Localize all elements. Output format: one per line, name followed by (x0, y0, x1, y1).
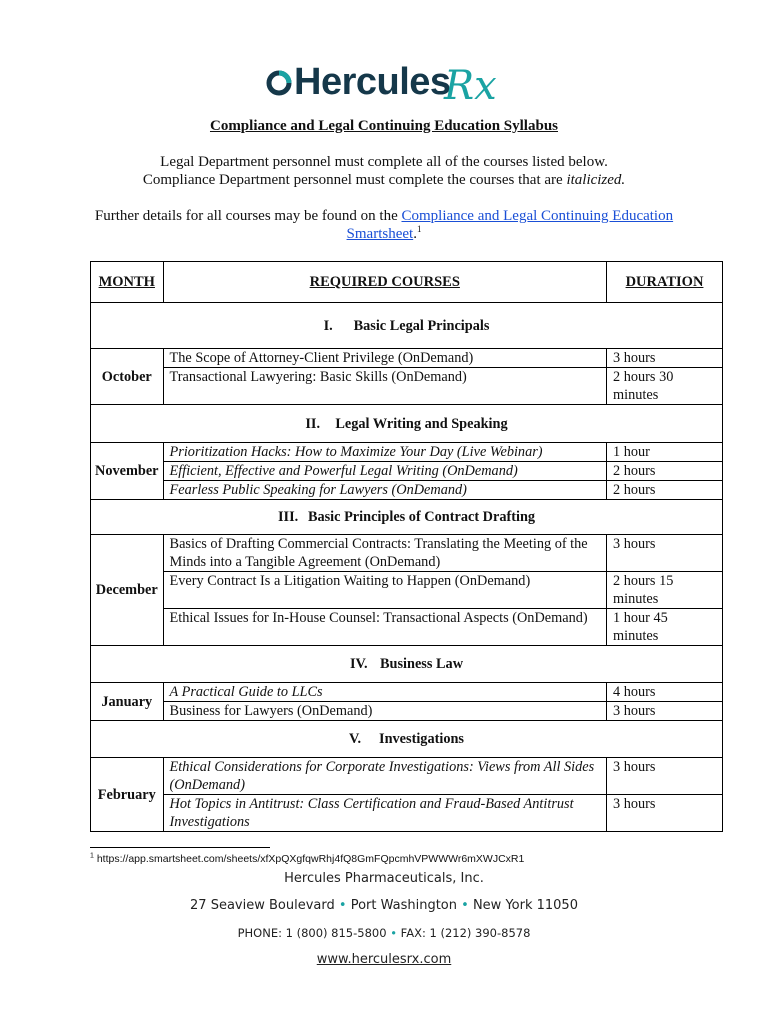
month-cell: February (91, 758, 164, 832)
footnote-number: 1 (90, 852, 94, 860)
intro-line-legal: Legal Department personnel must complete all of the courses listed below. (160, 154, 608, 170)
header-month: MONTH (91, 262, 164, 303)
course-row (91, 795, 723, 832)
section-row (91, 721, 723, 758)
section-name: Basic Legal Principals (353, 317, 490, 334)
course-title-italic: Fearless Public Speaking for Lawyers (OnDemand) (169, 482, 467, 498)
course-title-italic: Prioritization Hacks: How to Maximize Your Day (Live Webinar) (169, 444, 543, 460)
intro-details-line2 (0, 225, 768, 243)
footer-address (0, 898, 768, 913)
course-duration: 2 hours 15 minutes (607, 572, 723, 609)
course-row (91, 349, 723, 368)
footer-company: Hercules Pharmaceuticals, Inc. (284, 871, 484, 886)
section-heading (91, 646, 723, 683)
intro-details-line1 (0, 207, 768, 225)
section-row (91, 500, 723, 535)
course-duration: 4 hours (607, 683, 723, 702)
course-title-italic: Ethical Considerations for Corporate Investigations: Views from All Sides (OnDemand) (169, 759, 595, 793)
footnote (90, 853, 524, 865)
course-row (91, 609, 723, 646)
course-title (163, 795, 606, 832)
phone-label: PHONE: (237, 926, 282, 940)
footer-state: New York 11050 (472, 898, 578, 913)
page-title: Compliance and Legal Continuing Education Syllabus (209, 118, 558, 134)
bullet-separator: • (461, 898, 469, 913)
section-row (91, 646, 723, 683)
section-row (91, 405, 723, 443)
section-name: Investigations (379, 731, 464, 747)
month-cell: October (91, 349, 164, 405)
course-title (163, 481, 606, 500)
course-title (163, 683, 606, 702)
footer-street: 27 Seaview Boulevard (190, 898, 335, 913)
month-cell: December (91, 535, 164, 646)
fax-label: FAX: (400, 926, 426, 940)
course-row (91, 535, 723, 572)
course-title (163, 758, 606, 795)
course-row (91, 368, 723, 405)
course-duration: 3 hours (607, 702, 723, 721)
course-row (91, 572, 723, 609)
course-title-italic: A Practical Guide to LLCs (169, 684, 323, 700)
footer-city: Port Washington (350, 898, 457, 913)
month-cell: January (91, 683, 164, 721)
section-name: Business Law (379, 656, 464, 672)
section-numeral: V. (349, 731, 362, 747)
header-duration: DURATION (607, 262, 723, 303)
intro-paragraph (0, 153, 768, 189)
course-row (91, 443, 723, 462)
course-row (91, 481, 723, 500)
course-title (163, 462, 606, 481)
section-heading (91, 405, 723, 443)
intro-compliance-text: Compliance Department personnel must complete the courses that are (142, 172, 567, 188)
course-row (91, 702, 723, 721)
bullet-separator: • (390, 926, 397, 940)
course-duration: 2 hours (607, 481, 723, 500)
course-row (91, 758, 723, 795)
course-title: The Scope of Attorney-Client Privilege (OnDemand) (163, 349, 606, 368)
section-numeral: I. (323, 317, 333, 334)
course-duration: 3 hours (607, 795, 723, 832)
footnote-divider (90, 847, 270, 848)
intro-details (0, 207, 768, 243)
intro-italicized-word: italicized. (566, 172, 626, 188)
intro-line-compliance (0, 171, 768, 189)
intro-details-text: Further details for all courses may be found on the (94, 208, 402, 224)
logo-wordmark: Hercules (294, 61, 451, 103)
course-row (91, 683, 723, 702)
logo-rx-mark: Rx (444, 63, 497, 109)
section-numeral: IV. (349, 656, 368, 672)
course-title: Business for Lawyers (OnDemand) (163, 702, 606, 721)
section-heading (91, 500, 723, 535)
course-title-italic: Hot Topics in Antitrust: Class Certification and Fraud-Based Antitrust Investigations (169, 796, 574, 830)
section-name: Legal Writing and Speaking (335, 415, 508, 432)
course-title: Ethical Issues for In-House Counsel: Transactional Aspects (OnDemand) (163, 609, 606, 646)
section-numeral: II. (305, 415, 321, 432)
section-row (91, 303, 723, 349)
course-duration: 2 hours 30 minutes (607, 368, 723, 405)
phone-number: 1 (800) 815-5800 (285, 926, 387, 940)
course-duration: 3 hours (607, 349, 723, 368)
month-cell: November (91, 443, 164, 500)
smartsheet-link[interactable]: Compliance and Legal Continuing Education (401, 208, 674, 224)
footnote-ref[interactable]: 1 (416, 224, 422, 234)
footer-website[interactable]: www.herculesrx.com (316, 952, 452, 967)
intro-details-period: . (413, 226, 417, 242)
footer-contact (0, 926, 768, 940)
course-duration: 1 hour (607, 443, 723, 462)
footnote-url[interactable]: https://app.smartsheet.com/sheets/xfXpQXgfqwRhj4fQ8GmFQpcmhVPWWWr6mXWJCxR1 (96, 853, 525, 865)
course-duration: 1 hour 45 minutes (607, 609, 723, 646)
course-title-italic: Efficient, Effective and Powerful Legal Writing (OnDemand) (169, 463, 518, 479)
course-duration: 3 hours (607, 535, 723, 572)
course-title (163, 443, 606, 462)
syllabus-table (90, 261, 723, 832)
course-title: Every Contract Is a Litigation Waiting to Happen (OnDemand) (163, 572, 606, 609)
course-row (91, 462, 723, 481)
company-logo (266, 58, 506, 110)
logo-ring-icon (266, 70, 292, 96)
section-name: Basic Principles of Contract Drafting (307, 509, 536, 525)
bullet-separator: • (338, 898, 347, 913)
table-header-row (91, 262, 723, 303)
section-heading (91, 303, 723, 349)
course-title: Transactional Lawyering: Basic Skills (OnDemand) (163, 368, 606, 405)
course-duration: 3 hours (607, 758, 723, 795)
fax-number: 1 (212) 390-8578 (429, 926, 531, 940)
course-title: Basics of Drafting Commercial Contracts: Translating the Meeting of the Minds into a Tangible Agreement (OnDemand) (163, 535, 606, 572)
smartsheet-link-cont[interactable]: Smartsheet (346, 226, 414, 242)
header-courses: REQUIRED COURSES (163, 262, 606, 303)
section-numeral: III. (277, 509, 299, 525)
section-heading (91, 721, 723, 758)
course-duration: 2 hours (607, 462, 723, 481)
